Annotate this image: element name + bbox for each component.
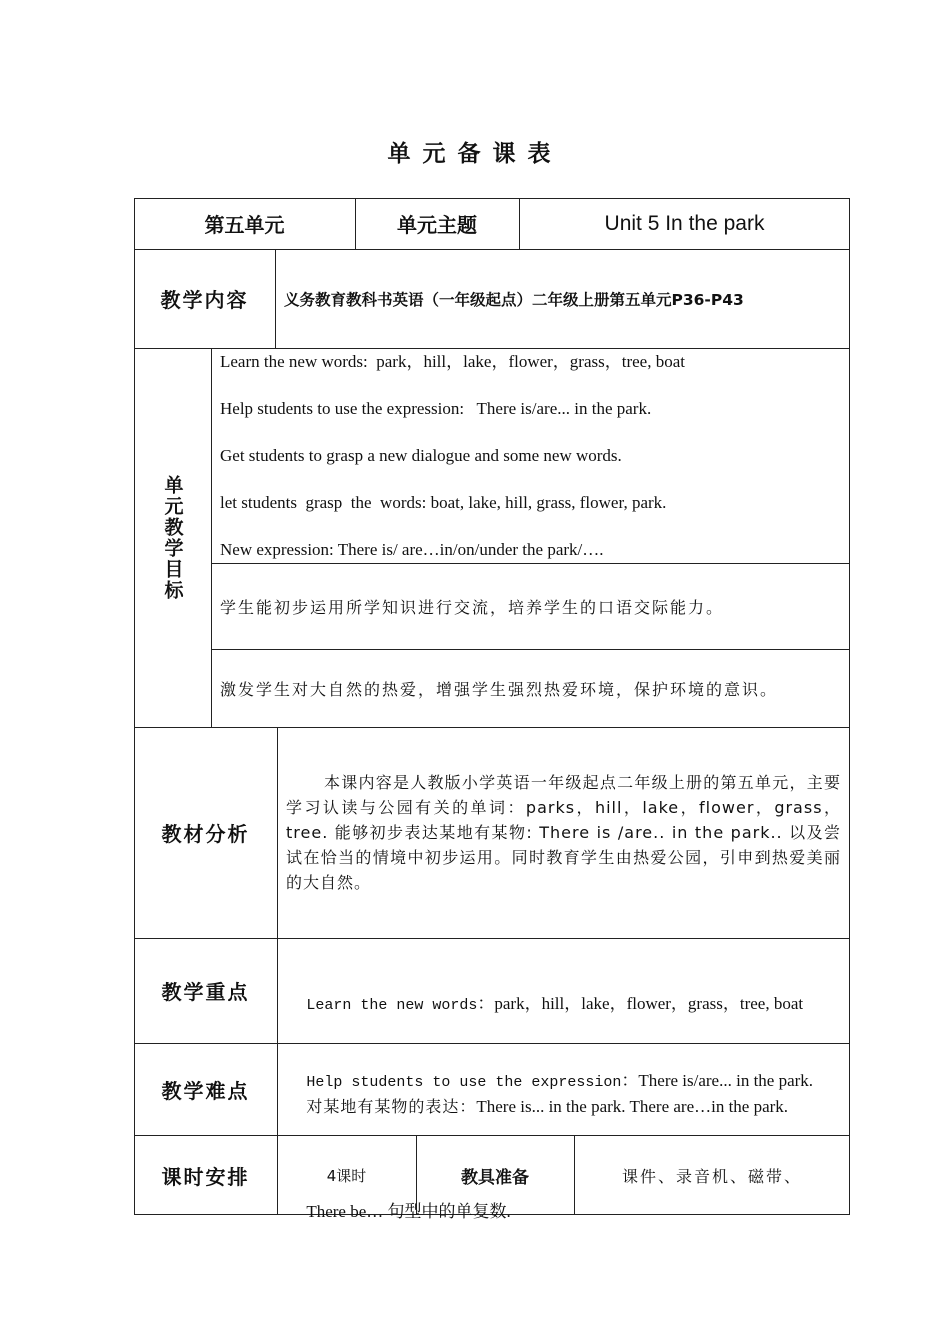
- difficulty-label: 教学难点: [161, 1078, 250, 1103]
- objective-line: Get students to grasp a new dialogue and some new words.: [220, 446, 622, 465]
- schedule-hours: 4课时: [326, 1166, 367, 1185]
- keypoint-prefix: Learn the new words: [306, 997, 478, 1014]
- page-title: 单元备课表: [387, 141, 563, 167]
- tools-value: 课件、录音机、磁带、: [621, 1166, 802, 1186]
- objective-line: Learn the new words: park，hill，lake，flower，grass，tree, boat: [220, 352, 685, 371]
- theme-value: Unit 5 In the park: [604, 211, 765, 235]
- theme-label: 单元主题: [397, 213, 477, 237]
- objectives-label: [134, 348, 211, 727]
- keypoint-rest: ：There is/are... in the park.: [621, 1071, 814, 1090]
- keypoint-line: [286, 966, 841, 1043]
- objective-emotion: 激发学生对大自然的热爱，增强学生强烈热爱环境，保护环境的意识。: [220, 679, 779, 699]
- difficulty-prefix: 对某地有某物的表达：: [306, 1097, 477, 1116]
- unit-label: 第五单元: [204, 213, 285, 237]
- content-label: 教学内容: [160, 288, 249, 312]
- difficulty-rest: 句型中的单复数.: [383, 1202, 511, 1221]
- keypoints-label: 教学重点: [161, 980, 250, 1004]
- difficulty-rest: There is... in the park. There are…in the park.: [476, 1097, 789, 1116]
- tools-label: 教具准备: [461, 1167, 529, 1188]
- objective-line: let students grasp the words: boat, lake, hill, grass, flower, park.: [220, 493, 667, 512]
- objectives-label-text: 单元教学目标: [161, 474, 184, 601]
- analysis-text: 本课内容是人教版小学英语一年级起点二年级上册的第五单元，主要学习认读与公园有关的单词：parks，hill，lake，flower，grass，tree. 能够初步表达某地有某物: There is /are.. in the park.. 以及尝试在恰当的情境中初步运用。同时教育学生由热爱公园，引申到热爱美丽的大自然。: [286, 773, 841, 892]
- objective-ability: 学生能初步运用所学知识进行交流，培养学生的口语交际能力。: [220, 597, 725, 617]
- keypoint-rest: ：park，hill，lake，flower，grass，tree, boat: [477, 994, 804, 1013]
- objective-line: Help students to use the expression: There is/are... in the park.: [220, 399, 652, 418]
- content-value: 义务教育教科书英语（一年级起点）二年级上册第五单元P36-P43: [284, 290, 744, 309]
- objective-line: New expression: There is/ are…in/on/under the park/….: [220, 540, 604, 559]
- analysis-label: 教材分析: [161, 822, 250, 846]
- keypoint-prefix: Help students to use the expression: [306, 1074, 622, 1091]
- schedule-label: 课时安排: [161, 1164, 250, 1189]
- difficulty-prefix: There be…: [306, 1202, 384, 1221]
- objectives-knowledge: [220, 351, 840, 586]
